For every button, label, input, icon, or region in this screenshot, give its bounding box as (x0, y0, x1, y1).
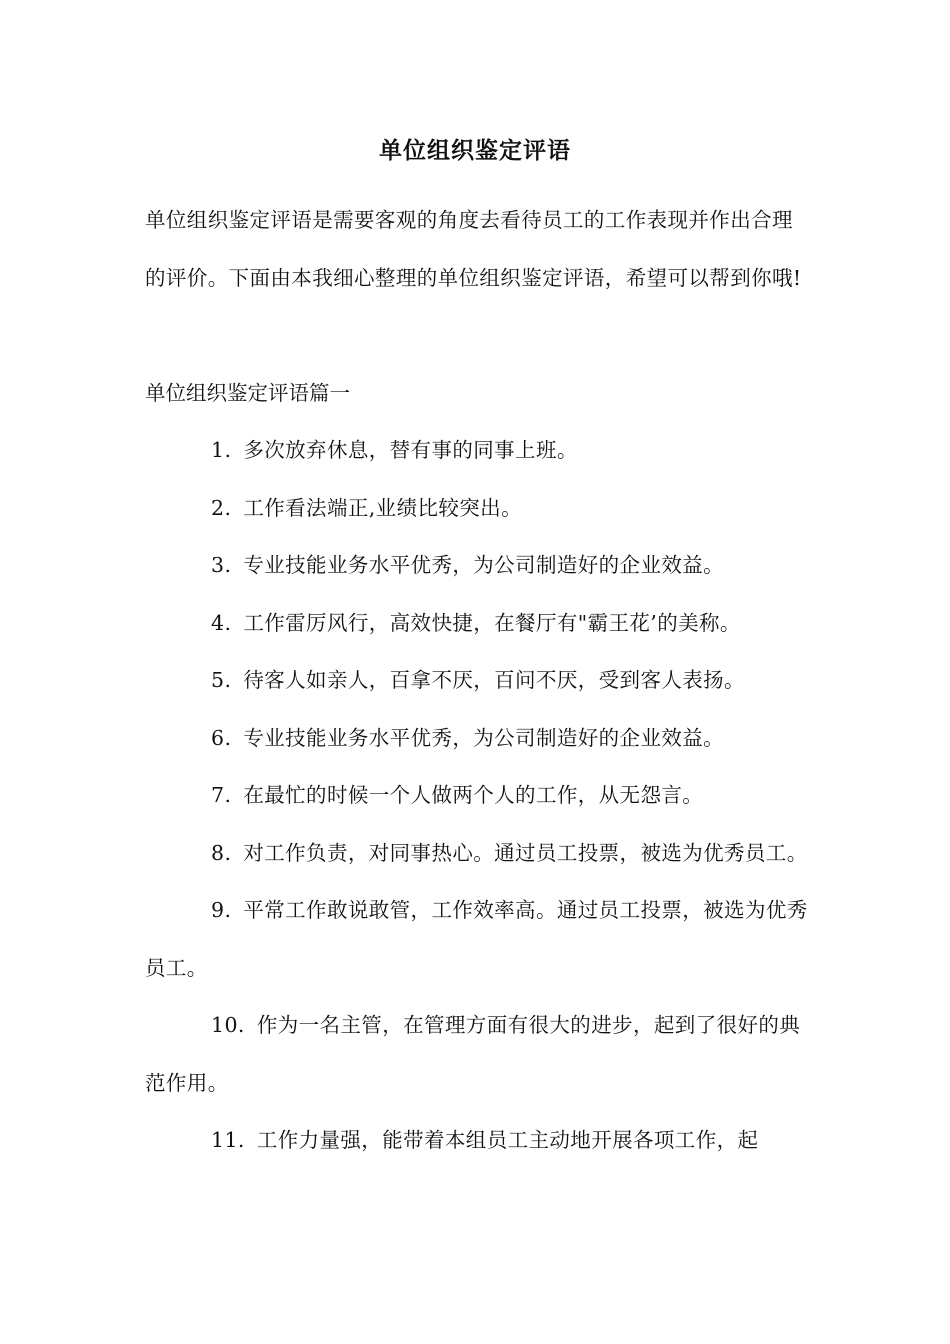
item-text: 待客人如亲人，百拿不厌，百问不厌，受到客人表扬。 (243, 668, 745, 692)
document-title: 单位组织鉴定评语 (379, 137, 571, 164)
list-item (145, 882, 810, 997)
list-item (145, 537, 810, 595)
item-number: 5. (211, 668, 232, 692)
list-item (145, 480, 810, 538)
list-item (145, 767, 810, 825)
item-number: 3. (211, 553, 232, 577)
item-number: 7. (211, 783, 232, 807)
item-text: 在最忙的时候一个人做两个人的工作，从无怨言。 (243, 783, 704, 807)
item-text: 作为一名主管，在管理方面有很大的进步，起到了很好的典范作用。 (145, 1013, 801, 1095)
list-item (145, 997, 810, 1112)
item-number: 10. (211, 1013, 245, 1037)
item-number: 11. (211, 1128, 245, 1152)
list-item (145, 422, 810, 480)
list-item (145, 595, 810, 653)
item-number: 6. (211, 725, 232, 750)
item-text: 对工作负责，对同事热心。通过员工投票，被选为优秀员工。 (243, 840, 808, 865)
list-item (145, 1112, 810, 1170)
item-number: 9. (211, 898, 232, 922)
item-text: 专业技能业务水平优秀，为公司制造好的企业效益。 (243, 725, 725, 750)
list-item (145, 710, 810, 768)
item-text: 平常工作敢说敢管，工作效率高。通过员工投票，被选为优秀员工。 (145, 898, 808, 980)
list-item (145, 825, 810, 883)
item-number: 4. (211, 610, 232, 635)
item-number: 2. (211, 495, 232, 520)
evaluation-list (145, 422, 810, 1170)
item-text: 多次放弃休息，替有事的同事上班。 (243, 438, 578, 462)
section-heading: 单位组织鉴定评语篇一 (145, 381, 350, 405)
item-text: 专业技能业务水平优秀，为公司制造好的企业效益。 (243, 553, 725, 577)
intro-paragraph: 单位组织鉴定评语是需要客观的角度去看待员工的工作表现并作出合理的评价。下面由本我细心整理的单位组织鉴定评语，希望可以帮到你哦! (145, 208, 802, 290)
item-number: 8. (211, 840, 232, 865)
item-number: 1. (211, 438, 232, 462)
item-text: 工作力量强，能带着本组员工主动地开展各项工作，起 (256, 1128, 759, 1152)
item-text: 工作看法端正,业绩比较突出。 (243, 495, 522, 520)
list-item (145, 652, 810, 710)
item-text: 工作雷厉风行，高效快捷，在餐厅有"霸王花’的美称。 (243, 610, 741, 635)
